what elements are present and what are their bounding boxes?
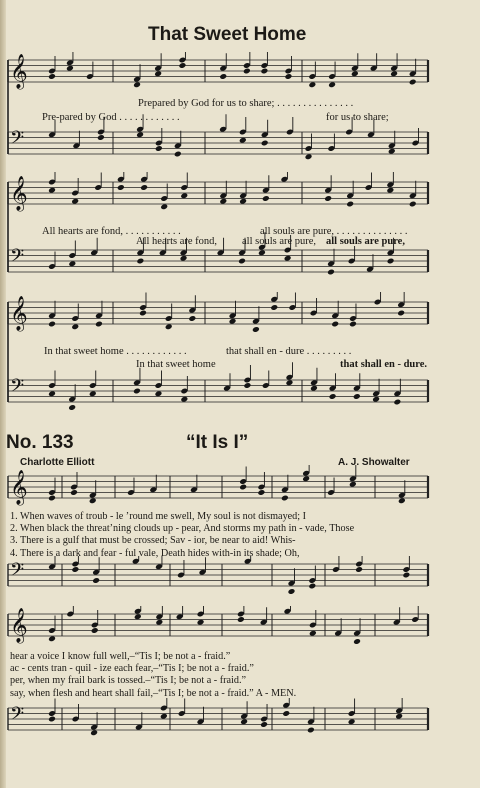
staff: [8, 465, 428, 506]
treble-clef-icon: 𝄞: [10, 176, 28, 211]
note-head: [117, 184, 125, 191]
note-head: [409, 79, 417, 86]
note-head: [397, 310, 405, 317]
lyric-line: for us to share;: [326, 112, 389, 123]
lyric-line: In that sweet home: [136, 359, 216, 370]
staff: [8, 556, 428, 595]
note-head: [92, 577, 100, 584]
note-head: [95, 321, 103, 328]
staff-system-6: [0, 606, 480, 652]
note-head: [262, 195, 270, 202]
note-head: [346, 201, 354, 208]
verse-lines-a: [10, 511, 475, 560]
bass-clef-icon: 𝄢: [10, 246, 25, 271]
note-head: [307, 727, 315, 734]
note-head: [257, 489, 265, 496]
note-head: [402, 572, 410, 579]
hymn-title: “It Is I”: [186, 432, 249, 453]
staff: [8, 52, 428, 90]
note-head: [349, 321, 357, 328]
bass-clef-icon: 𝄢: [10, 560, 25, 585]
note-head: [285, 73, 293, 80]
treble-clef-icon: 𝄞: [10, 54, 28, 89]
note-head: [136, 258, 144, 265]
note-head: [260, 721, 268, 728]
note-head: [139, 310, 147, 317]
lyric-line: all souls are pure,: [326, 236, 405, 247]
treble-clef-icon: 𝄞: [10, 470, 28, 505]
note-head: [174, 151, 182, 158]
staff: [8, 698, 428, 736]
note-head: [68, 404, 76, 411]
lyric-line: all souls are pure,: [242, 236, 317, 247]
note-head: [133, 388, 141, 395]
lyric-line: that shall en - dure.: [340, 359, 428, 370]
verse-line: say, when flesh and heart shall fail,–“Tis I; be not a - fraid.” A - MEN.: [10, 687, 297, 699]
verse-line: ac - cents tran - quil - ize each fear,–“Tis I; be not a - fraid.”: [10, 663, 254, 675]
lyric-line: In that sweet home . . . . . . . . . . . .: [44, 346, 187, 357]
note-head: [353, 638, 361, 645]
note-head: [91, 627, 99, 634]
note-head: [393, 399, 401, 406]
note-head: [243, 382, 251, 389]
note-head: [387, 258, 395, 265]
note-head: [353, 393, 361, 400]
lyric-line: All hearts are fond,: [136, 236, 218, 247]
verse-line: per, when my frail bark is tossed.–“Tis I; be not a - fraid.”: [10, 675, 247, 687]
staff: [8, 292, 428, 333]
note-head: [48, 495, 56, 502]
lyric-line: Pre-pared by God . . . . . . . . . . . .: [42, 112, 180, 123]
note-head: [270, 304, 278, 311]
note-head: [179, 62, 187, 69]
lyric-line: Prepared by God for us to share; . . . . . . . . . . . . . . .: [138, 98, 354, 109]
note-head: [237, 616, 245, 623]
note-head: [288, 588, 296, 595]
note-head: [324, 195, 332, 202]
hymn-composer: A. J. Showalter: [338, 457, 410, 468]
note-head: [329, 393, 337, 400]
verse-line: 2. When black the threat’ning clouds up - pear, And storms my path in - vade, Those: [10, 523, 355, 535]
note-head: [71, 566, 79, 573]
note-head: [219, 73, 227, 80]
note-head: [155, 145, 163, 152]
note-head: [327, 269, 335, 276]
staff-system-5: [0, 556, 480, 606]
note-head: [261, 140, 269, 147]
lyric-line: all souls are pure, . . . . . . . . . . . . . .: [260, 226, 408, 237]
note-head: [243, 68, 251, 75]
note-head: [331, 321, 339, 328]
verse-line: hear a voice I know full well,–“Tis I; be not a - fraid.”: [10, 651, 231, 662]
verse-line: 3. There is a gulf that must be crossed; Sav - ior, be near to aid! Whis-: [10, 535, 296, 547]
note-head: [281, 495, 289, 502]
note-head: [48, 73, 56, 80]
note-head: [48, 716, 56, 723]
note-head: [260, 68, 268, 75]
note-head: [48, 321, 56, 328]
staff: [8, 172, 428, 212]
bass-clef-icon: 𝄢: [10, 704, 25, 729]
note-head: [355, 566, 363, 573]
note-head: [238, 258, 246, 265]
bass-clef-icon: 𝄢: [10, 376, 25, 401]
treble-clef-icon: 𝄞: [10, 296, 28, 331]
note-head: [140, 184, 148, 191]
hymn-number: No. 133: [6, 432, 74, 453]
hymn-author: Charlotte Elliott: [20, 457, 95, 468]
note-head: [188, 315, 196, 322]
note-head: [308, 583, 316, 590]
lyric-line: All hearts are fond, . . . . . . . . . . .: [42, 226, 181, 237]
staff: [8, 606, 428, 645]
treble-clef-icon: 𝄞: [10, 608, 28, 643]
note-head: [97, 134, 105, 141]
hymn-title: That Sweet Home: [148, 24, 307, 45]
staff-system-7: [0, 698, 480, 758]
verse-line: 4. There is a dark and fear - ful vale, Death hides with-in its shade; Oh,: [10, 547, 300, 559]
lyric-line: that shall en - dure . . . . . . . . .: [226, 346, 352, 357]
note-head: [70, 489, 78, 496]
note-head: [239, 484, 247, 491]
verse-line: 1. When waves of troub - le ’round me swell, My soul is not dismayed; I: [10, 511, 307, 522]
verse-lines-b: [10, 651, 475, 700]
note-head: [252, 326, 260, 333]
note-head: [282, 710, 290, 717]
bass-clef-icon: 𝄢: [10, 128, 25, 153]
note-head: [409, 201, 417, 208]
